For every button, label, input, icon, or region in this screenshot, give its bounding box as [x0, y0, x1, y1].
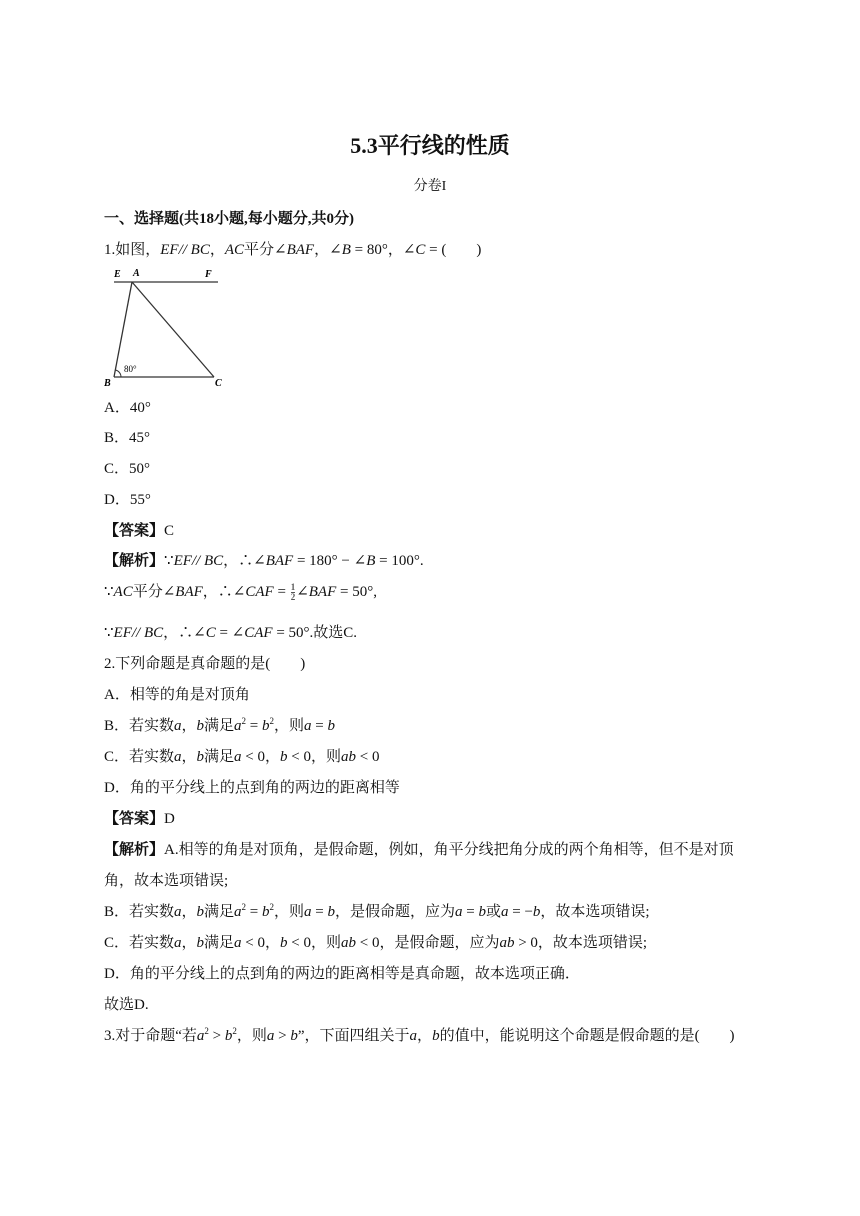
- q2-analysis-line-2: 角，故本选项错误;: [104, 873, 229, 889]
- q2-option-a: A．相等的角是对顶角: [104, 687, 250, 703]
- page-title: 5.3平行线的性质: [350, 133, 510, 158]
- fraction-half: $\frac{1}{2}$: [290, 582, 296, 603]
- q2-option-c: C．若实数a，b满足a < 0，b < 0，则ab < 0: [104, 749, 380, 765]
- q2-analysis-c: C．若实数a，b满足a < 0，b < 0，则ab < 0，是假命题，应为ab > 0，故本选项错误;: [104, 935, 648, 951]
- q1-option-d: D．55°: [104, 492, 151, 508]
- section-heading: 一、选择题(共18小题,每小题分,共0分): [104, 211, 354, 227]
- label-e: E: [114, 269, 121, 280]
- q2-option-d: D．角的平分线上的点到角的两边的距离相等: [104, 780, 400, 796]
- label-f: F: [205, 269, 212, 280]
- q1-analysis-line-1: 【解析】∵EF// BC，∴∠BAF = 180° − ∠B = 100°.: [104, 553, 424, 569]
- triangle-figure: [104, 264, 234, 390]
- question-3-stem: 3.对于命题“若$a^2 > b^2$，则a > b”，下面四组关于a，b的值中，能说明这个命题是假命题的是( ): [104, 1026, 735, 1044]
- q1-analysis-line-3: ∵EF// BC，∴∠C = ∠CAF = 50°.故选C.: [104, 625, 358, 641]
- label-b: B: [104, 378, 111, 389]
- side-ac: [132, 282, 214, 377]
- question-2-stem: 2.下列命题是真命题的是( ): [104, 656, 306, 672]
- q2-conclusion: 故选D.: [104, 997, 149, 1013]
- angle-b-arc: [116, 370, 122, 377]
- q1-analysis-line-2: ∵AC平分∠BAF，∴∠CAF = $\frac{1}{2}$ ∠BAF = 50°,: [104, 582, 377, 603]
- q2-analysis-b: B．若实数a，b满足$a^2 = b^2$，则a = b，是假命题，应为a = b或a = −b，故本选项错误;: [104, 902, 650, 920]
- angle-label: 80°: [124, 364, 137, 374]
- label-a: A: [133, 268, 140, 279]
- volume-subtitle: 分卷I: [413, 179, 447, 194]
- q1-option-a: A．40°: [104, 400, 151, 416]
- side-ab: [114, 282, 132, 377]
- q2-option-b: B．若实数a，b满足$a^2 = b^2$，则a = b: [104, 716, 335, 734]
- q1-option-b: B．45°: [104, 430, 151, 446]
- q2-analysis-line-1: 【解析】A.相等的角是对顶角，是假命题，例如，角平分线把角分成的两个角相等，但不是对顶: [104, 842, 734, 858]
- q2-analysis-d: D．角的平分线上的点到角的两边的距离相等是真命题，故本选项正确．: [104, 966, 580, 982]
- question-1-stem: 1.如图，EF// BC，AC平分∠BAF，∠B = 80°，∠C = ( ): [104, 242, 482, 258]
- q1-answer: 【答案】C: [104, 523, 175, 539]
- q2-answer: 【答案】D: [104, 811, 175, 827]
- label-c: C: [215, 378, 222, 389]
- q1-option-c: C．50°: [104, 461, 151, 477]
